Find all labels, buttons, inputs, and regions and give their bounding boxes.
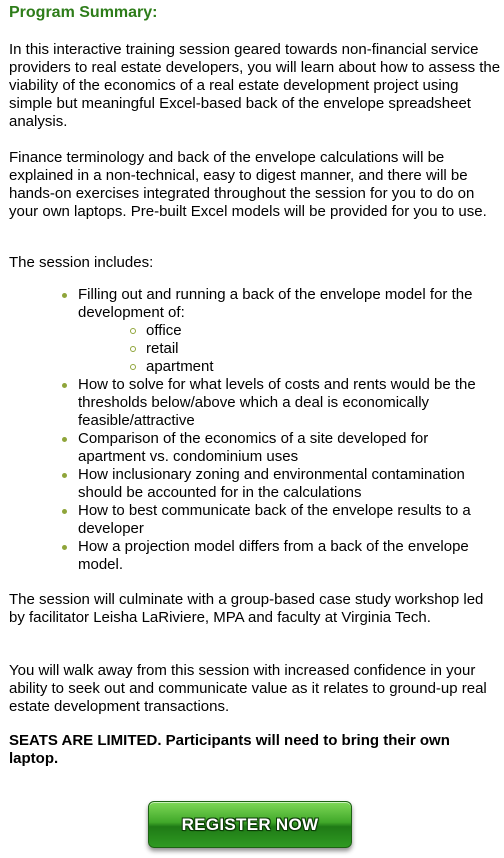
list-item <box>0 286 504 376</box>
terminology-paragraph: Finance terminology and back of the envelope calculations will be explained in a non-technical, easy to digest manner, and there will be hands-on exercises integrated throughout the session for you to do on your own laptops. Pre-built Excel models will be provided for you to use. <box>9 149 487 220</box>
takeaway-paragraph: You will walk away from this session with increased confidence in your ability to seek out and communicate value as it relates to ground-up real estate development transactions. <box>9 662 487 715</box>
list-item: How to best communicate back of the envelope results to a developer <box>0 502 504 538</box>
list-item: How to solve for what levels of costs and rents would be the thresholds below/above which a deal is economically feasible/attractive <box>0 376 504 430</box>
sublist-item-apartment: apartment <box>78 358 498 376</box>
intro-paragraph: In this interactive training session geared towards non-financial service providers to real estate developers, you will learn about how to assess the viability of the economics of a real estate development project using simple but meaningful Excel-based back of the envelope spreadsheet analysis. <box>9 41 501 130</box>
list-item: How a projection model differs from a back of the envelope model. <box>0 538 504 574</box>
development-types-sublist <box>78 322 498 376</box>
session-includes-paragraph: The session includes: <box>9 254 154 271</box>
register-now-label: REGISTER NOW <box>181 814 319 834</box>
list-item: Comparison of the economics of a site developed for apartment vs. condominium uses <box>0 430 504 466</box>
session-topics-list <box>0 286 504 574</box>
sublist-item-retail: retail <box>78 340 498 358</box>
seats-limited-notice: SEATS ARE LIMITED. Participants will need to bring their own laptop. <box>9 732 450 767</box>
list-item: How inclusionary zoning and environmental contamination should be accounted for in the calculations <box>0 466 504 502</box>
list-item-text: Filling out and running a back of the envelope model for the development of: <box>78 286 473 321</box>
program-summary-heading: Program Summary: <box>9 4 158 21</box>
register-now-button[interactable] <box>148 801 352 848</box>
culmination-paragraph: The session will culminate with a group-based case study workshop led by facilitator Leisha LaRiviere, MPA and faculty at Virginia Tech. <box>9 591 484 626</box>
sublist-item-office: office <box>78 322 498 340</box>
